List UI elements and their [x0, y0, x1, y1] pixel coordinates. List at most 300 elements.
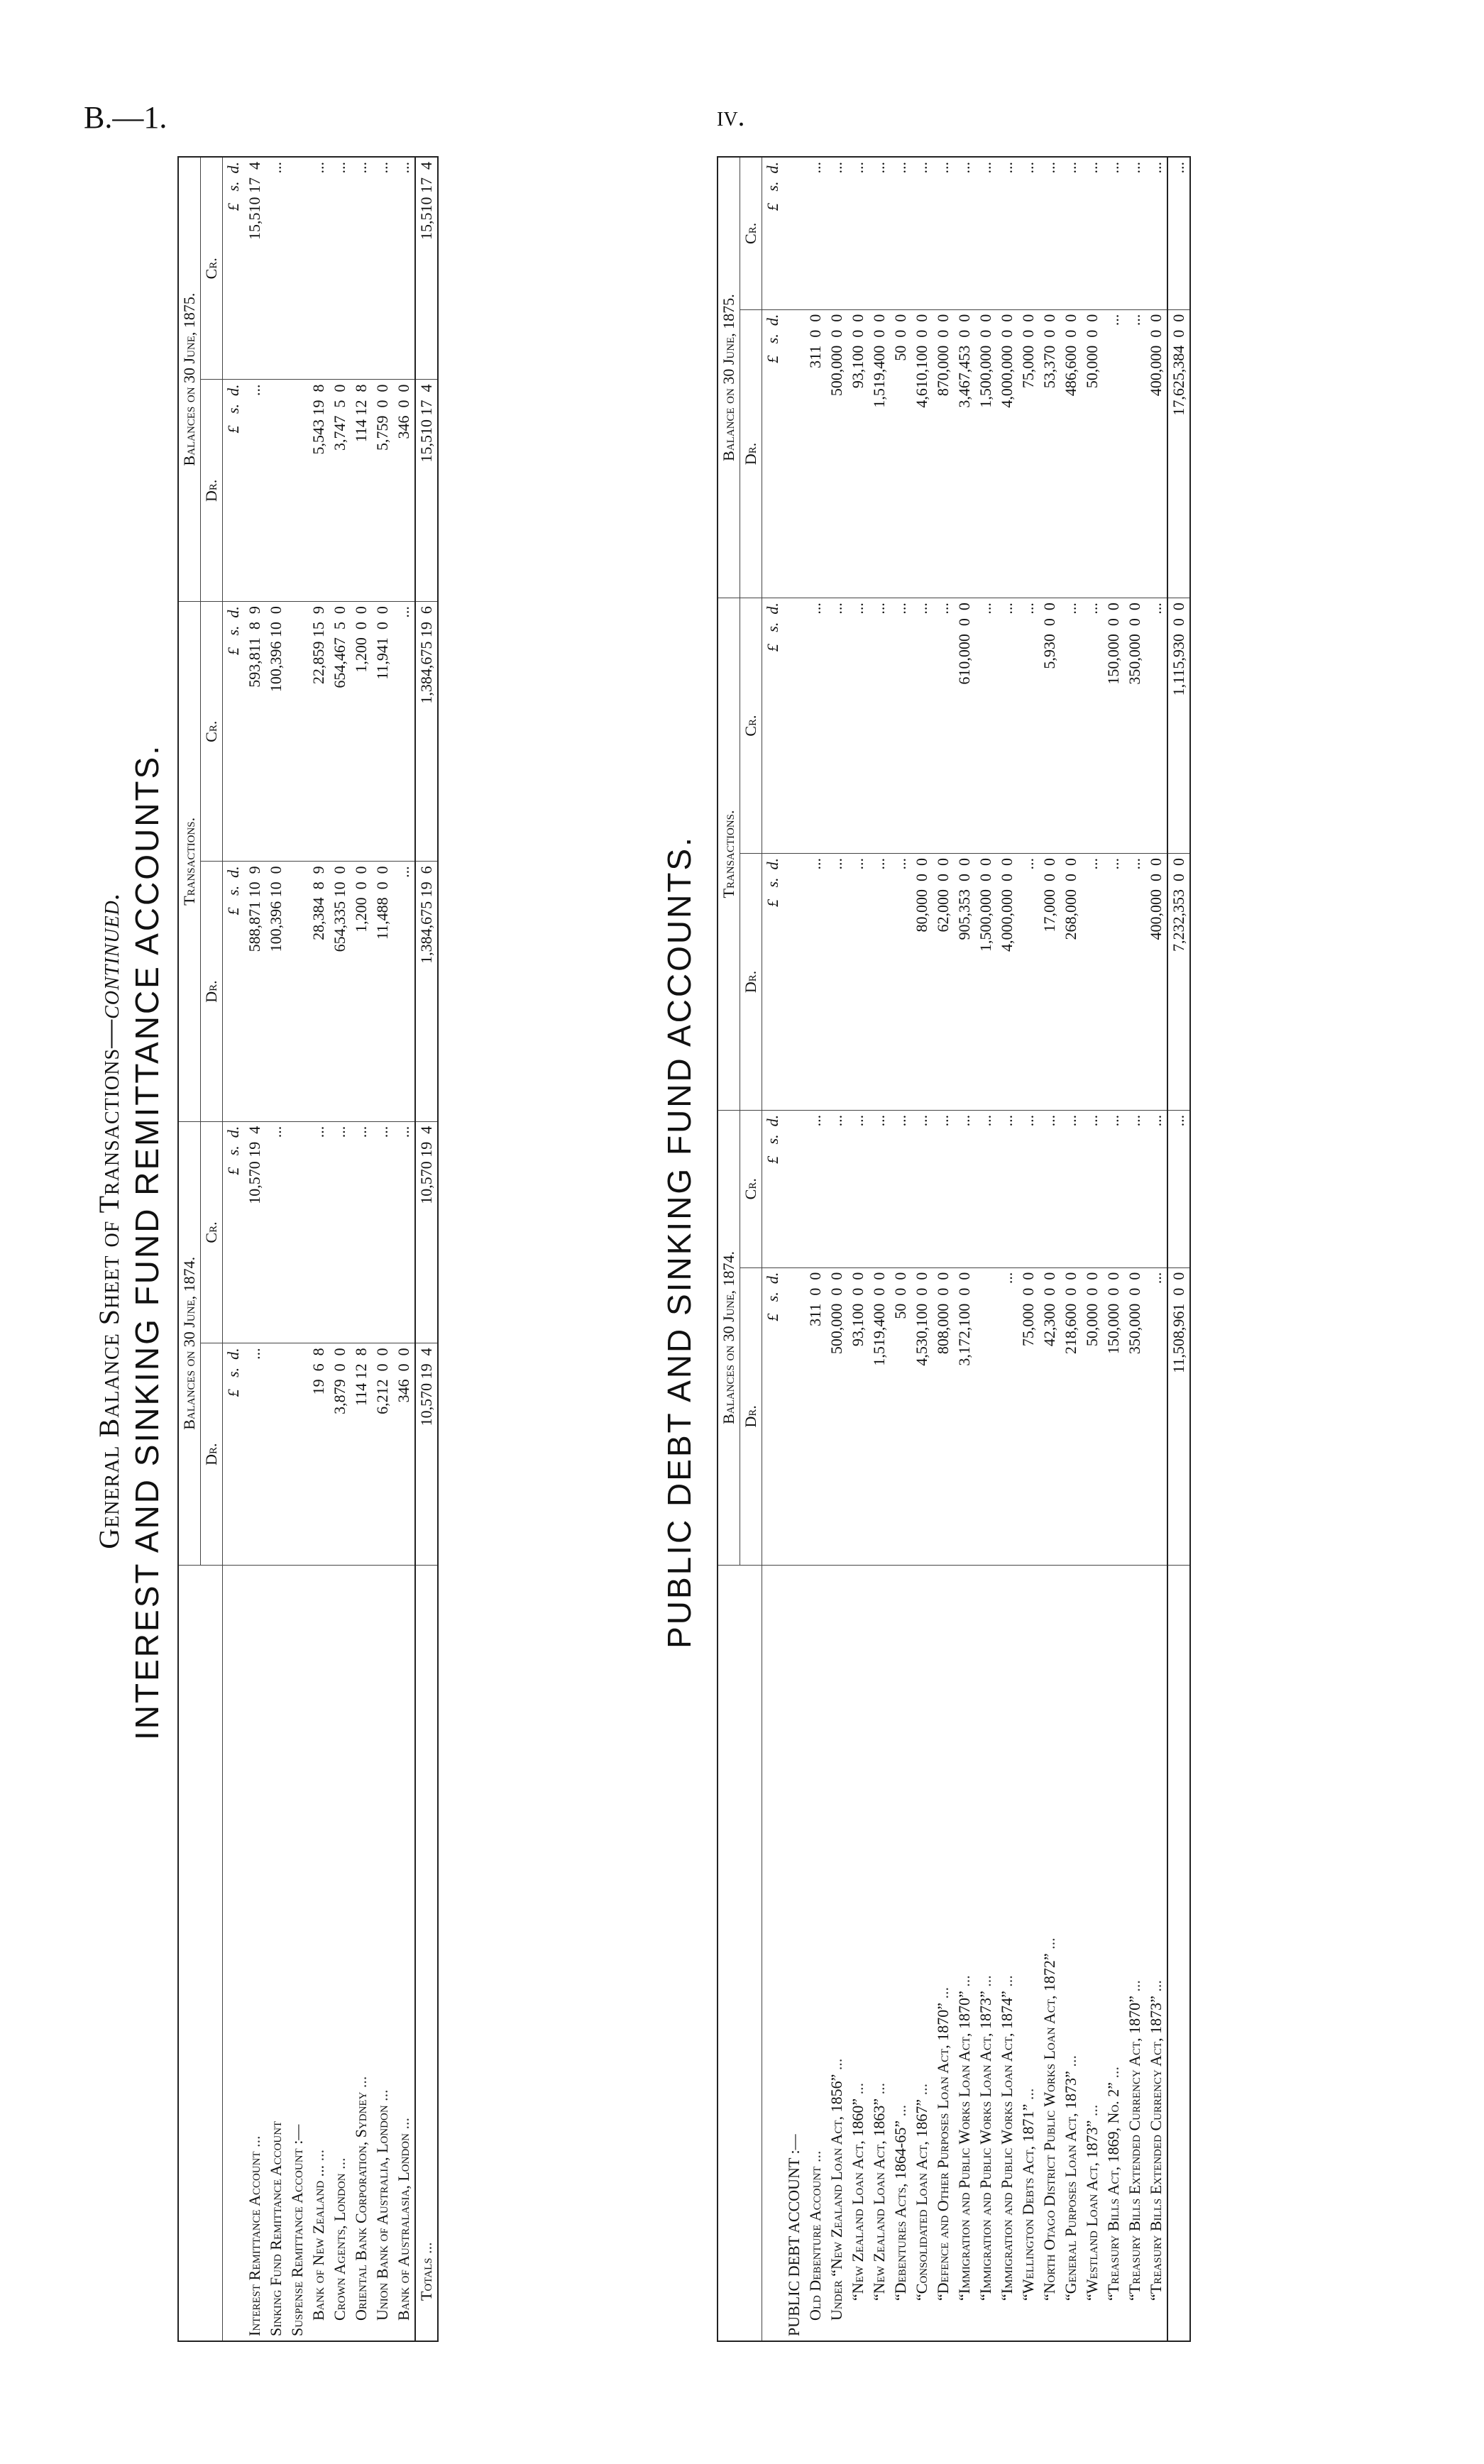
amount-cell: ...	[1145, 1267, 1167, 1565]
row-label-text: “New Zealand Loan Act, 1860”	[849, 2098, 867, 2301]
amount-cell: 4,610,100 0 0	[911, 309, 933, 598]
row-label-text: Old Debenture Account	[806, 2166, 824, 2321]
amount-cell: 75,000 0 0	[1018, 1267, 1039, 1565]
amount-cell: 311 0 0	[805, 309, 826, 598]
table-row	[826, 157, 847, 2341]
amount-cell: 100,396 10 0	[265, 602, 287, 862]
table-row	[954, 157, 975, 2341]
amount-cell: 50 0 0	[890, 309, 911, 598]
table-row	[393, 157, 415, 2341]
amount-cell: ...	[805, 1110, 826, 1267]
col-header: Cr.	[201, 602, 223, 862]
table-row	[996, 157, 1018, 2341]
amount-cell: ...	[1060, 1110, 1082, 1267]
unit-cell: £ s. d.	[762, 157, 784, 309]
amount-cell: 346 0 0	[393, 380, 415, 602]
leader-dots: ...	[1126, 1980, 1143, 1992]
amount-cell: ...	[372, 157, 393, 380]
row-label	[826, 1566, 847, 2342]
amount-cell	[287, 1121, 308, 1343]
row-label	[393, 1566, 415, 2342]
amount-cell: ...	[933, 157, 954, 309]
amount-cell	[265, 380, 287, 602]
col-header: Cr.	[740, 598, 762, 854]
account-row	[784, 157, 805, 2341]
section1-title: INTEREST AND SINKING FUND REMITTANCE ACCOUNTS.	[128, 744, 165, 1740]
unit-cell: £ s. d.	[762, 1267, 784, 1565]
amount-cell: 1,500,000 0 0	[975, 853, 996, 1110]
amount-cell	[975, 1267, 996, 1565]
row-label-text: “Consolidated Loan Act, 1867”	[913, 2099, 930, 2301]
row-label-text: “Treasury Bills Act, 1869, No. 2”	[1104, 2081, 1122, 2301]
amount-cell: ...	[1103, 853, 1124, 1110]
amount-cell: 50,000 0 0	[1082, 1267, 1103, 1565]
amount-cell: ...	[1018, 853, 1039, 1110]
row-label	[996, 1566, 1018, 2342]
group-header: Balances on 30 June, 1874.	[718, 1110, 740, 1565]
account-label: PUBLIC DEBT ACCOUNT :—	[784, 1566, 805, 2342]
total-cell: 15,510 17 4	[415, 380, 438, 602]
row-label	[308, 1566, 329, 2342]
amount-cell: 28,384 8 9	[308, 862, 329, 1121]
col-header: Dr.	[201, 862, 223, 1121]
table-row	[911, 157, 933, 2341]
row-label	[1018, 1566, 1039, 2342]
table-row	[1060, 157, 1082, 2341]
row-label-text: Sinking Fund Remittance Account	[267, 2121, 285, 2336]
unit-row	[762, 157, 784, 2341]
amount-cell: 114 12 8	[351, 1343, 372, 1566]
row-label-text: “Immigration and Public Works Loan Act, 1873”	[977, 1991, 994, 2301]
leader-dots: ...	[891, 2104, 909, 2117]
amount-cell: 3,747 5 0	[329, 380, 351, 602]
amount-cell: 19 6 8	[308, 1343, 329, 1566]
amount-cell: ...	[308, 157, 329, 380]
leader-dots: ...	[1062, 2055, 1079, 2067]
amount-cell: 905,353 0 0	[954, 853, 975, 1110]
table-row	[372, 157, 393, 2341]
table-row	[287, 157, 308, 2341]
amount-cell: ...	[890, 1110, 911, 1267]
amount-cell	[287, 1343, 308, 1566]
table-row	[890, 157, 911, 2341]
amount-cell: 1,200 0 0	[351, 862, 372, 1121]
row-label-text: “Treasury Bills Extended Currency Act, 1873”	[1147, 1996, 1165, 2301]
amount-cell: ...	[847, 853, 869, 1110]
amount-cell: 3,172,100 0 0	[954, 1267, 975, 1565]
amount-cell: ...	[826, 1110, 847, 1267]
amount-cell: ...	[393, 157, 415, 380]
amount-cell: 5,543 19 8	[308, 380, 329, 602]
amount-cell: ...	[265, 1121, 287, 1343]
amount-cell: 15,510 17 4	[244, 157, 265, 380]
amount-cell: 17,000 0 0	[1039, 853, 1060, 1110]
row-label-text: Oriental Bank Corporation, Sydney	[352, 2091, 370, 2321]
totals-label-text: Totals	[417, 2257, 435, 2301]
row-label	[1082, 1566, 1103, 2342]
amount-cell: ...	[1018, 157, 1039, 309]
col-header: Cr.	[740, 1110, 762, 1267]
totals-label	[415, 1566, 438, 2342]
unit-cell: £ s. d.	[762, 309, 784, 598]
amount-cell: ...	[1124, 157, 1145, 309]
col-header: Dr.	[740, 853, 762, 1110]
row-label-text: Bank of New Zealand ...	[309, 2165, 327, 2321]
amount-cell: ...	[826, 598, 847, 854]
label-header	[178, 1566, 223, 2342]
amount-cell: ...	[890, 157, 911, 309]
amount-cell: ...	[329, 157, 351, 380]
row-label	[244, 1566, 265, 2342]
leader-dots: ...	[395, 2118, 412, 2130]
total-cell: 17,625,384 0 0	[1167, 309, 1190, 598]
leader-dots: ...	[1104, 2066, 1122, 2079]
totals-row	[1167, 157, 1190, 2341]
col-header: Dr.	[740, 1267, 762, 1565]
leader-dots: ...	[870, 2082, 888, 2095]
row-label-text: “Immigration and Public Works Loan Act, 1874”	[998, 1991, 1016, 2301]
rotated-sheet	[92, 142, 1441, 2342]
sheet-heading	[92, 369, 126, 2072]
amount-cell: 588,871 10 9	[244, 862, 265, 1121]
amount-cell: ...	[847, 598, 869, 854]
amount-cell: 400,000 0 0	[1145, 853, 1167, 1110]
amount-cell: ...	[975, 1110, 996, 1267]
amount-cell: ...	[1060, 598, 1082, 854]
group-header: Balances on 30 June, 1875.	[178, 157, 201, 602]
amount-cell: 93,100 0 0	[847, 309, 869, 598]
amount-cell: 218,600 0 0	[1060, 1267, 1082, 1565]
sheet-heading-text: General Balance Sheet of Transactions—	[93, 1018, 125, 1549]
col-header: Cr.	[201, 1121, 223, 1343]
section2-title: PUBLIC DEBT AND SINKING FUND ACCOUNTS.	[661, 835, 698, 1649]
row-label	[847, 1566, 869, 2342]
amount-cell: ...	[1082, 1110, 1103, 1267]
amount-cell: 1,200 0 0	[351, 602, 372, 862]
amount-cell: ...	[1082, 598, 1103, 854]
amount-cell: ...	[911, 157, 933, 309]
leader-dots: ...	[417, 2242, 435, 2254]
unit-cell: £ s. d.	[223, 1343, 245, 1566]
leader-dots: ...	[806, 2150, 824, 2163]
amount-cell: ...	[890, 853, 911, 1110]
total-cell: 10,570 19 4	[415, 1343, 438, 1566]
total-cell: ...	[1167, 157, 1190, 309]
group-header: Transactions.	[178, 602, 201, 1122]
amount-cell: 400,000 0 0	[1145, 309, 1167, 598]
amount-cell: ...	[1039, 157, 1060, 309]
table-row	[975, 157, 996, 2341]
amount-cell	[287, 862, 308, 1121]
table-row	[265, 157, 287, 2341]
amount-cell: 654,467 5 0	[329, 602, 351, 862]
amount-cell: ...	[1082, 853, 1103, 1110]
unit-cell: £ s. d.	[223, 602, 245, 862]
amount-cell: ...	[975, 157, 996, 309]
amount-cell: 350,000 0 0	[1124, 1267, 1145, 1565]
amount-cell: 42,300 0 0	[1039, 1267, 1060, 1565]
amount-cell: ...	[1018, 1110, 1039, 1267]
amount-cell: ...	[372, 1121, 393, 1343]
amount-cell: ...	[869, 157, 890, 309]
amount-cell: 268,000 0 0	[1060, 853, 1082, 1110]
table-row	[1039, 157, 1060, 2341]
amount-cell: ...	[265, 157, 287, 380]
amount-cell: 150,000 0 0	[1103, 598, 1124, 854]
amount-cell: 4,000,000 0 0	[996, 853, 1018, 1110]
amount-cell: 350,000 0 0	[1124, 598, 1145, 854]
unit-cell: £ s. d.	[223, 1121, 245, 1343]
amount-cell: ...	[1103, 1110, 1124, 1267]
row-label-text: “New Zealand Loan Act, 1863”	[870, 2098, 888, 2301]
row-label-text: “Westland Loan Act, 1873”	[1083, 2120, 1101, 2301]
table-row	[847, 157, 869, 2341]
amount-cell: ...	[329, 1121, 351, 1343]
table-row	[308, 157, 329, 2341]
amount-cell: 50 0 0	[890, 1267, 911, 1565]
amount-cell: ...	[826, 157, 847, 309]
amount-cell: 114 12 8	[351, 380, 372, 602]
amount-cell: ...	[1082, 157, 1103, 309]
amount-cell: ...	[954, 157, 975, 309]
amount-cell: 500,000 0 0	[826, 309, 847, 598]
row-label-text: “North Otago District Public Works Loan Act, 1872”	[1040, 1953, 1058, 2301]
amount-cell: ...	[1018, 598, 1039, 854]
amount-cell: 53,370 0 0	[1039, 309, 1060, 598]
row-label-text: Interest Remittance Account	[246, 2151, 263, 2336]
leader-dots: ...	[977, 1975, 994, 1987]
leader-dots: ...	[373, 2089, 391, 2101]
sheet-heading-italic: continued.	[93, 892, 125, 1019]
amount-cell: ...	[1145, 598, 1167, 854]
table-row	[351, 157, 372, 2341]
amount-cell: 11,488 0 0	[372, 862, 393, 1121]
amount-cell: 100,396 10 0	[265, 862, 287, 1121]
amount-cell: 610,000 0 0	[954, 598, 975, 854]
amount-cell: ...	[975, 598, 996, 854]
amount-cell: ...	[308, 1121, 329, 1343]
amount-cell: 10,570 19 4	[244, 1121, 265, 1343]
amount-cell: 62,000 0 0	[933, 853, 954, 1110]
row-label	[933, 1566, 954, 2342]
amount-cell: 1,519,400 0 0	[869, 1267, 890, 1565]
row-label	[1103, 1566, 1124, 2342]
row-label-text: Under “New Zealand Loan Act, 1856”	[828, 2074, 845, 2321]
table-row	[1103, 157, 1124, 2341]
row-label-text: “General Purposes Loan Act, 1873”	[1062, 2071, 1079, 2301]
leader-dots: ...	[1040, 1937, 1058, 1949]
public-debt-table	[717, 156, 1191, 2342]
amount-cell: 150,000 0 0	[1103, 1267, 1124, 1565]
row-label	[329, 1566, 351, 2342]
amount-cell: ...	[933, 598, 954, 854]
amount-cell: ...	[393, 1121, 415, 1343]
amount-cell: ...	[1103, 309, 1124, 598]
amount-cell: ...	[1145, 1110, 1167, 1267]
amount-cell: 6,212 0 0	[372, 1343, 393, 1566]
leader-dots: ...	[913, 2083, 930, 2096]
amount-cell: 4,530,100 0 0	[911, 1267, 933, 1565]
group-header: Balances on 30 June, 1874.	[178, 1121, 201, 1565]
leader-dots: ...	[331, 2157, 348, 2169]
unit-cell: £ s. d.	[223, 157, 245, 380]
amount-cell: ...	[911, 1110, 933, 1267]
table-row	[1124, 157, 1145, 2341]
amount-cell: ...	[1060, 157, 1082, 309]
amount-cell: ...	[393, 602, 415, 862]
amount-cell: ...	[351, 1121, 372, 1343]
leader-dots: ...	[246, 2135, 263, 2147]
unit-cell: £ s. d.	[223, 380, 245, 602]
group-header: Transactions.	[718, 598, 740, 1111]
leader-dots: ...	[849, 2082, 867, 2095]
page-reference: B.—1.	[84, 100, 167, 135]
leader-dots: ...	[309, 2149, 327, 2162]
unit-cell: £ s. d.	[762, 853, 784, 1110]
amount-cell: 93,100 0 0	[847, 1267, 869, 1565]
leader-dots: ...	[828, 2058, 845, 2071]
row-label-text: Bank of Australasia, London	[395, 2133, 412, 2321]
row-label	[351, 1566, 372, 2342]
amount-cell: ...	[869, 853, 890, 1110]
total-cell: 1,384,675 19 6	[415, 602, 438, 862]
amount-cell: 5,930 0 0	[1039, 598, 1060, 854]
row-label-text: “Treasury Bills Extended Currency Act, 1870”	[1126, 1996, 1143, 2301]
row-label-text: “Wellington Debts Act, 1871”	[1019, 2103, 1037, 2301]
amount-cell: ...	[1124, 853, 1145, 1110]
amount-cell: ...	[869, 1110, 890, 1267]
row-label	[265, 1566, 287, 2342]
amount-cell: 50,000 0 0	[1082, 309, 1103, 598]
row-label	[1145, 1566, 1167, 2342]
col-header: Dr.	[201, 1343, 223, 1566]
amount-cell: ...	[911, 598, 933, 854]
table-row	[805, 157, 826, 2341]
amount-cell: ...	[805, 598, 826, 854]
amount-cell: ...	[847, 1110, 869, 1267]
amount-cell: 22,859 15 9	[308, 602, 329, 862]
amount-cell	[287, 157, 308, 380]
leader-dots: ...	[998, 1975, 1016, 1987]
row-label	[911, 1566, 933, 2342]
leader-dots: ...	[1083, 2104, 1101, 2117]
col-header: Cr.	[740, 157, 762, 309]
leader-dots: ...	[934, 1986, 952, 1999]
amount-cell: ...	[1145, 157, 1167, 309]
amount-cell: 3,467,453 0 0	[954, 309, 975, 598]
amount-cell: ...	[1039, 1110, 1060, 1267]
amount-cell: ...	[1124, 309, 1145, 598]
row-label-text: Union Bank of Australia, London	[373, 2105, 391, 2321]
row-label	[287, 1566, 308, 2342]
amount-cell: 311 0 0	[805, 1267, 826, 1565]
row-label	[954, 1566, 975, 2342]
unit-cell: £ s. d.	[762, 598, 784, 854]
col-header: Cr.	[201, 157, 223, 380]
amount-cell: 346 0 0	[393, 1343, 415, 1566]
col-header: Dr.	[740, 309, 762, 598]
amount-cell: ...	[996, 598, 1018, 854]
amount-cell: ...	[805, 157, 826, 309]
row-label-text: Crown Agents, London	[331, 2173, 348, 2321]
table-row	[933, 157, 954, 2341]
row-label	[372, 1566, 393, 2342]
amount-cell: 808,000 0 0	[933, 1267, 954, 1565]
total-cell: 1,384,675 19 6	[415, 862, 438, 1121]
row-label-text: Suspense Remittance Account :—	[288, 2124, 306, 2336]
unit-cell: £ s. d.	[762, 1110, 784, 1267]
amount-cell: 80,000 0 0	[911, 853, 933, 1110]
unit-cell: £ s. d.	[223, 862, 245, 1121]
amount-cell: ...	[244, 380, 265, 602]
amount-cell	[265, 1343, 287, 1566]
total-cell: 7,232,353 0 0	[1167, 853, 1190, 1110]
table-row	[869, 157, 890, 2341]
amount-cell: 1,519,400 0 0	[869, 309, 890, 598]
row-label	[1124, 1566, 1145, 2342]
amount-cell: 11,941 0 0	[372, 602, 393, 862]
row-label	[869, 1566, 890, 2342]
row-label	[1060, 1566, 1082, 2342]
page-number: iv.	[717, 100, 745, 132]
unit-row	[223, 157, 245, 2341]
amount-cell: 1,500,000 0 0	[975, 309, 996, 598]
total-cell: 10,570 19 4	[415, 1121, 438, 1343]
col-header: Dr.	[201, 380, 223, 602]
amount-cell: 3,879 0 0	[329, 1343, 351, 1566]
group-header: Balance on 30 June, 1875.	[718, 157, 740, 598]
amount-cell: 870,000 0 0	[933, 309, 954, 598]
amount-cell: 4,000,000 0 0	[996, 309, 1018, 598]
totals-row	[415, 157, 438, 2341]
amount-cell: ...	[393, 862, 415, 1121]
table-row	[329, 157, 351, 2341]
row-label-text: “Immigration and Public Works Loan Act, 1870”	[955, 1991, 973, 2301]
table-row	[1082, 157, 1103, 2341]
amount-cell: ...	[869, 598, 890, 854]
table-row	[1018, 157, 1039, 2341]
amount-cell: ...	[351, 157, 372, 380]
table-row	[244, 157, 265, 2341]
amount-cell: ...	[933, 1110, 954, 1267]
amount-cell: 500,000 0 0	[826, 1267, 847, 1565]
amount-cell: ...	[826, 853, 847, 1110]
leader-dots: ...	[1019, 2088, 1037, 2101]
row-label	[975, 1566, 996, 2342]
amount-cell	[287, 380, 308, 602]
row-label	[805, 1566, 826, 2342]
label-header	[718, 1566, 762, 2342]
amount-cell: ...	[954, 1110, 975, 1267]
amount-cell	[287, 602, 308, 862]
amount-cell: ...	[996, 1110, 1018, 1267]
total-cell: 11,508,961 0 0	[1167, 1267, 1190, 1565]
amount-cell: 75,000 0 0	[1018, 309, 1039, 598]
amount-cell: ...	[996, 157, 1018, 309]
row-label-text: “Debentures Acts, 1864-65”	[891, 2120, 909, 2301]
amount-cell: 5,759 0 0	[372, 380, 393, 602]
row-label	[890, 1566, 911, 2342]
leader-dots: ...	[955, 1975, 973, 1987]
interest-remittance-table	[177, 156, 439, 2342]
row-label-text: “Defence and Other Purposes Loan Act, 1870”	[934, 2002, 952, 2301]
row-label	[1039, 1566, 1060, 2342]
amount-cell: ...	[805, 853, 826, 1110]
total-cell: ...	[1167, 1110, 1190, 1267]
total-cell: 15,510 17 4	[415, 157, 438, 380]
table-row	[1145, 157, 1167, 2341]
amount-cell: ...	[244, 1343, 265, 1566]
